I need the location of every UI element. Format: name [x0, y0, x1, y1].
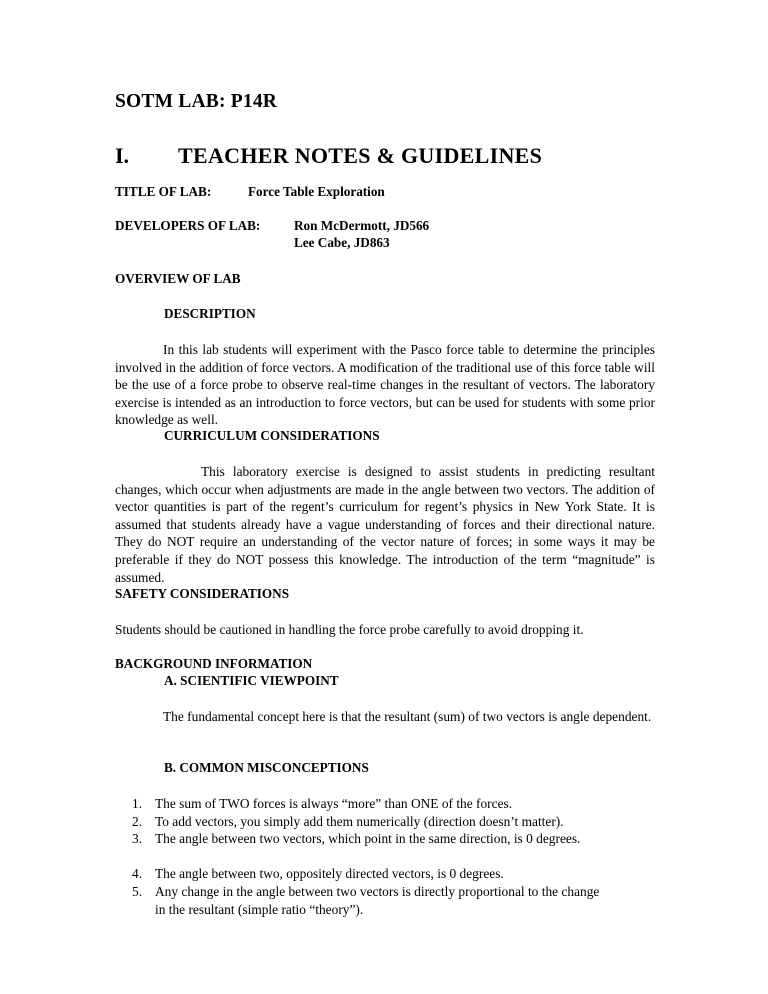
title-of-lab-label: TITLE OF LAB:	[115, 184, 212, 199]
list-item-number: 2.	[132, 814, 143, 829]
list-item-text: Any change in the angle between two vectors is directly proportional to the change in the resultant (simple ratio “theory”).	[155, 884, 600, 917]
list-item-text: The sum of TWO forces is always “more” than ONE of the forces.	[155, 796, 513, 811]
list-item	[132, 813, 632, 831]
document-title: SOTM LAB: P14R	[115, 91, 278, 112]
section-title: TEACHER NOTES & GUIDELINES	[178, 143, 543, 168]
list-item-number: 3.	[132, 831, 143, 846]
list-item	[132, 865, 632, 883]
safety-heading: SAFETY CONSIDERATIONS	[115, 586, 290, 601]
list-item-text: To add vectors, you simply add them numerically (direction doesn’t matter).	[155, 814, 564, 829]
developer-2: Lee Cabe, JD863	[294, 235, 390, 250]
developers-label: DEVELOPERS OF LAB:	[115, 218, 261, 233]
description-paragraph: In this lab students will experiment with the Pasco force table to determine the principles involved in the addition of force vectors. A modification of the traditional use of this force table will be the use of a force probe to observe real-time changes in the resultant of vectors. The laboratory exercise is intended as an introduction to force vectors, but can be used for students with some prior knowledge as well.	[115, 342, 655, 428]
description-heading: DESCRIPTION	[164, 306, 256, 321]
background-heading: BACKGROUND INFORMATION	[115, 656, 313, 671]
section-number: I.	[115, 143, 130, 168]
scientific-viewpoint-paragraph: The fundamental concept here is that the resultant (sum) of two vectors is angle dependent.	[163, 709, 652, 724]
list-item	[132, 883, 607, 918]
curriculum-heading: CURRICULUM CONSIDERATIONS	[164, 428, 380, 443]
overview-heading: OVERVIEW OF LAB	[115, 271, 241, 286]
curriculum-paragraph: This laboratory exercise is designed to assist students in predicting resultant changes, which occur when adjustments are made in the angle between two vectors. The addition of vector quantities is part of the regent’s curriculum for regent’s physics in New York State. It is assumed that students already have a vague understanding of forces and their directional nature. They do NOT require an understanding of the vector nature of forces; in some ways it may be preferable if they do NOT possess this knowledge. The introduction of the term “magnitude” is assumed.	[115, 464, 655, 585]
list-item-text: The angle between two vectors, which point in the same direction, is 0 degrees.	[155, 831, 581, 846]
safety-paragraph: Students should be cautioned in handling the force probe carefully to avoid dropping it.	[115, 622, 584, 637]
developer-1: Ron McDermott, JD566	[294, 218, 430, 233]
title-of-lab-value: Force Table Exploration	[248, 184, 385, 199]
misconceptions-heading: B. COMMON MISCONCEPTIONS	[164, 760, 369, 775]
list-item	[132, 830, 602, 848]
list-item-number: 5.	[132, 884, 143, 899]
scientific-viewpoint-heading: A. SCIENTIFIC VIEWPOINT	[164, 673, 339, 688]
list-item-number: 4.	[132, 866, 143, 881]
list-item	[132, 795, 632, 813]
list-item-number: 1.	[132, 796, 143, 811]
list-item-text: The angle between two, oppositely directed vectors, is 0 degrees.	[155, 866, 504, 881]
